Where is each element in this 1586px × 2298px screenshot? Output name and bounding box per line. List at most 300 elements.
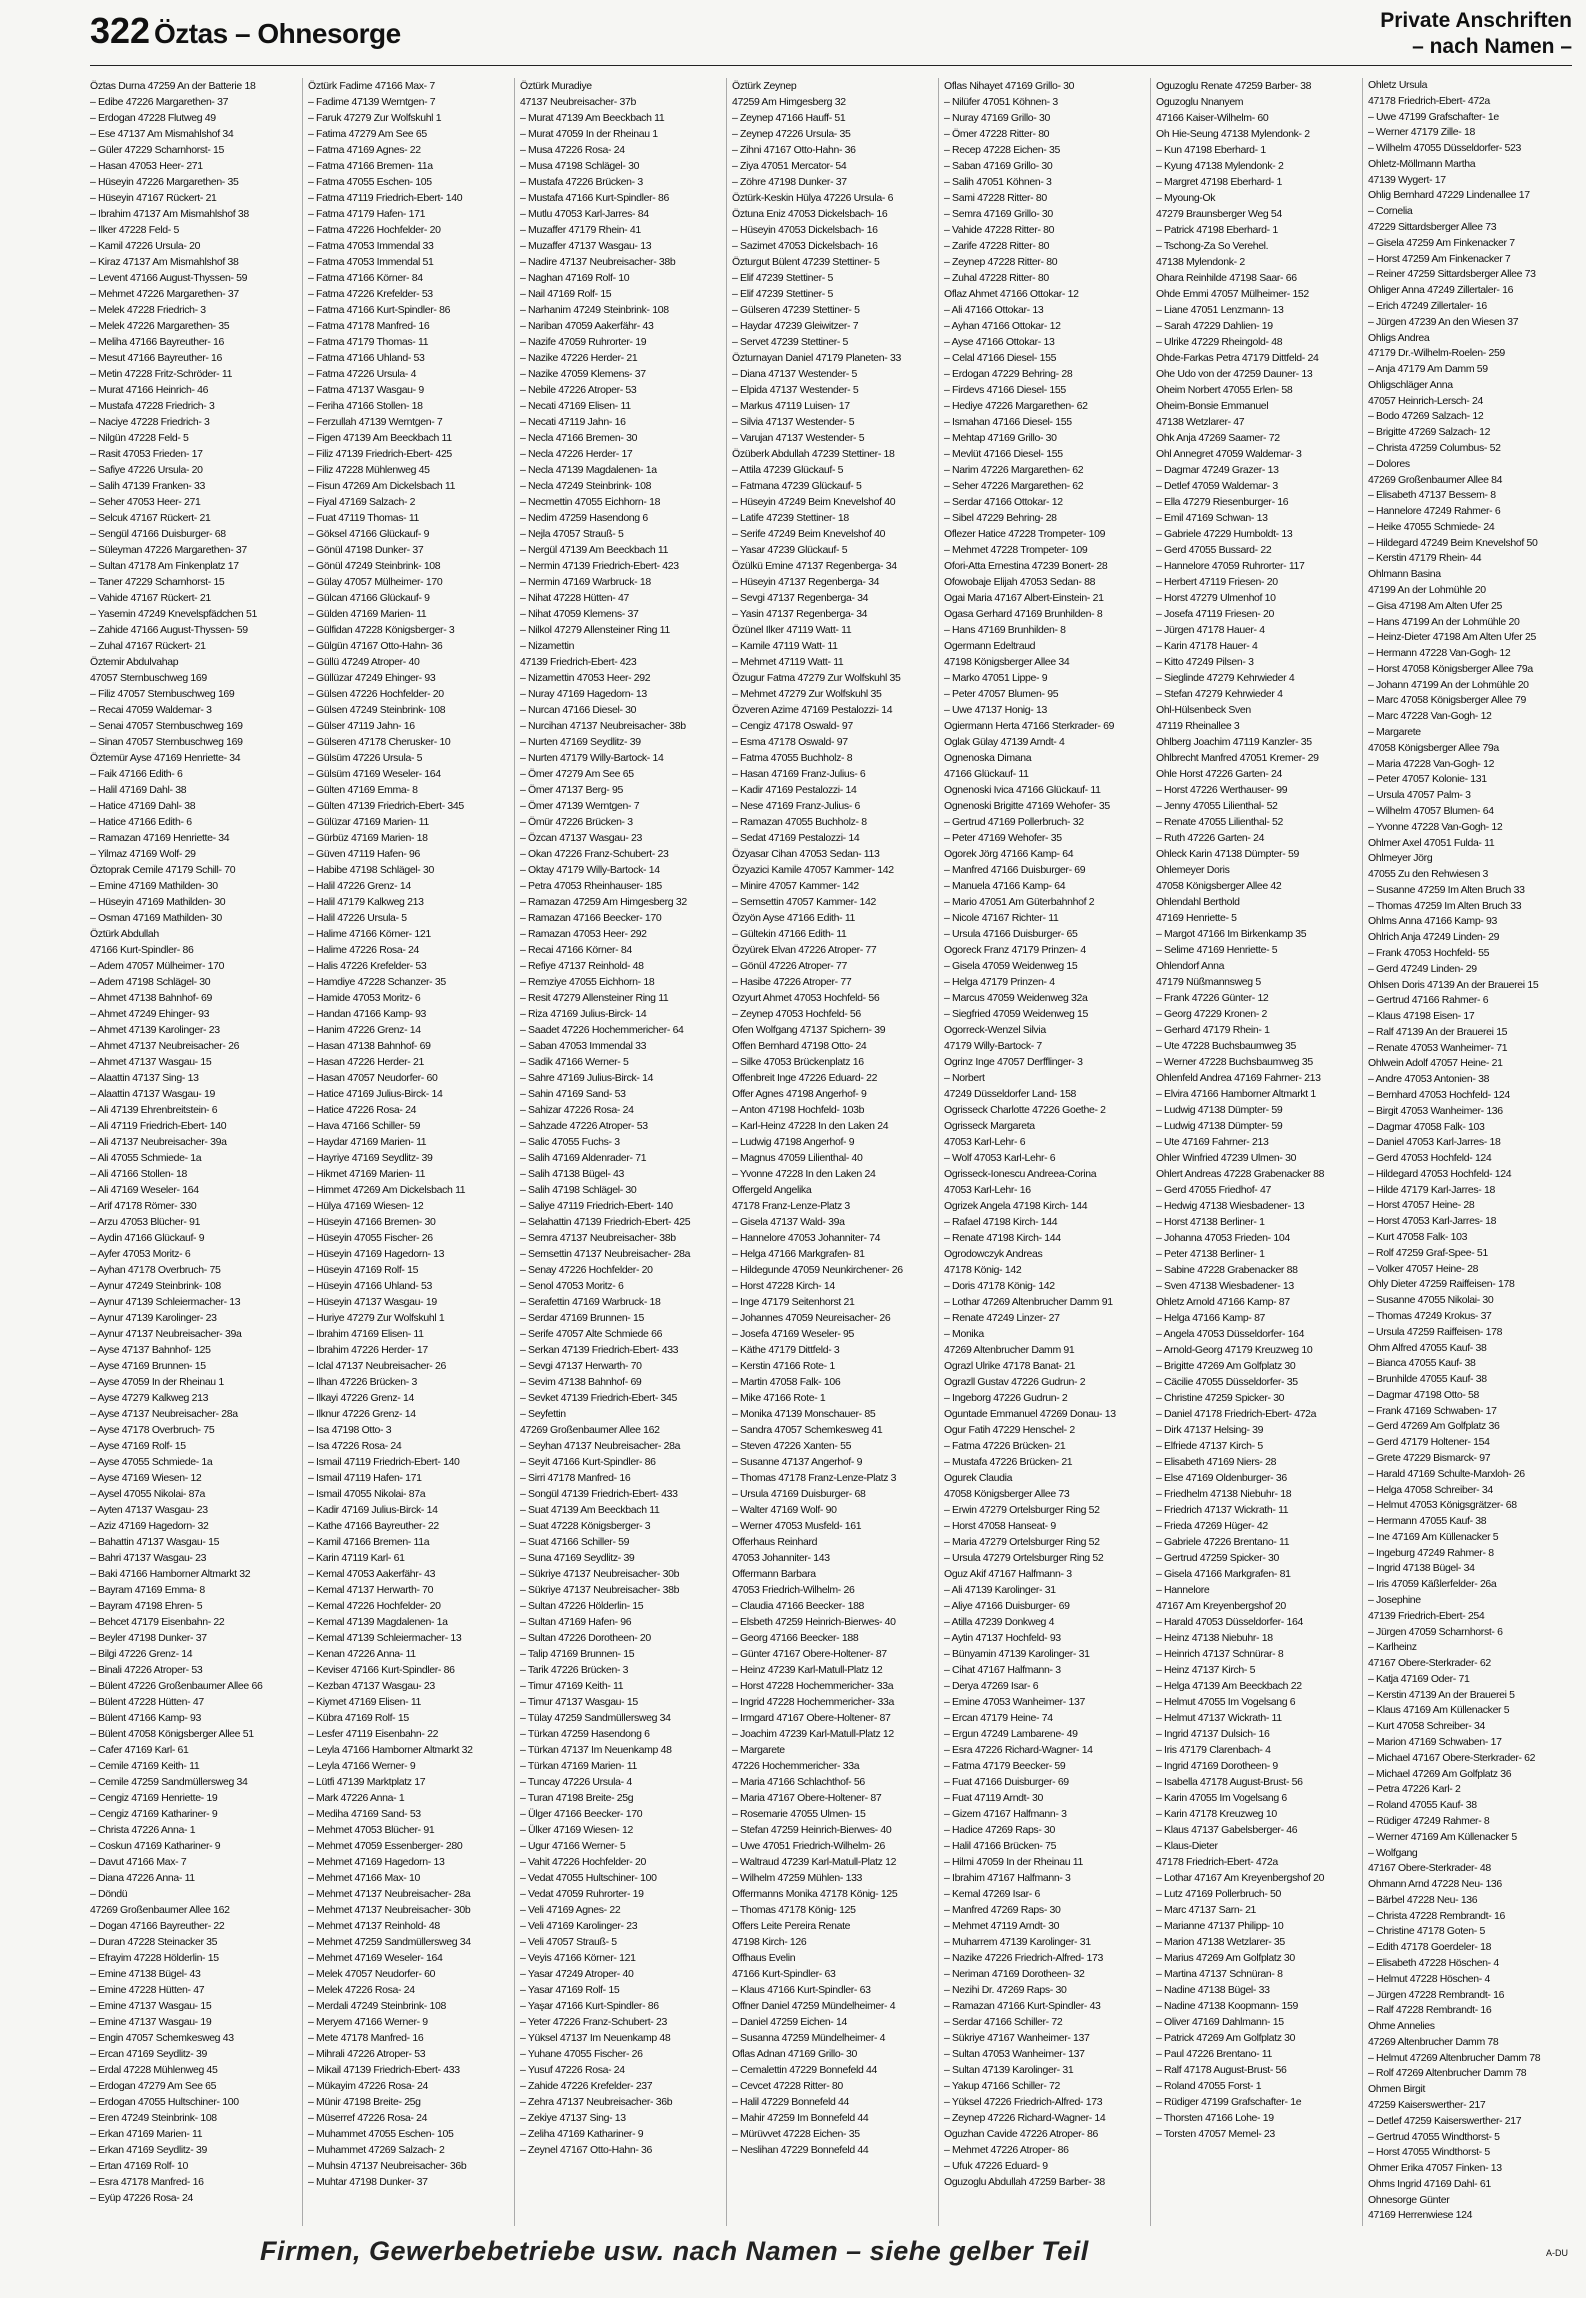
directory-entry: – Alaattin 47137 Sing- 13: [90, 1072, 199, 1084]
directory-entry: – Aydin 47166 Glückauf- 9: [90, 1232, 205, 1244]
directory-entry: Oguzoglu Nnanyem: [1156, 96, 1244, 108]
directory-entry: – Ramazan 47166 Kurt-Spindler- 43: [944, 2000, 1101, 2012]
directory-entry: – Elvira 47166 Hamborner Altmarkt 1: [1156, 1088, 1316, 1100]
directory-entry: – Yasin 47137 Regenberga- 34: [732, 608, 868, 620]
directory-entry: – Marianne 47137 Philipp- 10: [1156, 1920, 1284, 1932]
directory-entry: – Ömer 47139 Werntgen- 7: [520, 800, 640, 812]
directory-entry: – Elfriede 47137 Kirch- 5: [1156, 1440, 1263, 1452]
directory-entry: Oflas Adnan 47169 Grillo- 30: [732, 2048, 858, 2060]
directory-entry: – Baki 47166 Hamborner Altmarkt 32: [90, 1568, 251, 1580]
directory-entry: – Christa 47226 Anna- 1: [90, 1824, 196, 1836]
directory-entry: – Iris 47179 Clarenbach- 4: [1156, 1744, 1271, 1756]
directory-entry: 47055 Zu den Rehwiesen 3: [1368, 868, 1489, 881]
directory-entry: – Detlef 47059 Waldemar- 3: [1156, 480, 1278, 492]
directory-entry: – Ramazan 47053 Heer- 292: [520, 928, 647, 940]
directory-entry: – Osman 47169 Mathilden- 30: [90, 912, 222, 924]
directory-entry: – Nizamettin 47053 Heer- 292: [520, 672, 651, 684]
directory-entry: – Wilhelm 47055 Düsseldorfer- 523: [1368, 142, 1522, 155]
directory-entry: – Diana 47226 Anna- 11: [90, 1872, 195, 1884]
directory-entry: – Ralf 47139 An der Brauerei 15: [1368, 1025, 1508, 1038]
directory-entry: – Herbert 47119 Friesen- 20: [1156, 576, 1278, 588]
directory-entry: Ohleck Karin 47138 Dümpter- 59: [1156, 848, 1299, 860]
directory-entry: 47269 Altenbrucher Damm 91: [944, 1344, 1075, 1356]
directory-entry: – Lothar 47269 Altenbrucher Damm 91: [944, 1296, 1113, 1308]
directory-entry: – Dagmar 47198 Otto- 58: [1368, 1388, 1480, 1401]
directory-entry: – Zahide 47226 Krefelder- 237: [520, 2080, 653, 2092]
directory-entry: – Mehmet 47226 Atroper- 86: [944, 2144, 1069, 2156]
directory-entry: Ohler Winfried 47239 Ulmen- 30: [1156, 1152, 1297, 1164]
directory-entry: – Liane 47051 Lenzmann- 13: [1156, 304, 1284, 316]
directory-entry: Ohms Ingrid 47169 Dahl- 61: [1368, 2177, 1491, 2190]
directory-entry: – Ute 47169 Fahrner- 213: [1156, 1136, 1269, 1148]
directory-entry: – Arif 47178 Römer- 330: [90, 1200, 197, 1212]
directory-entry: – Ahmet 47249 Ehinger- 93: [90, 1008, 210, 1020]
directory-entry: – Jürgen 47239 An den Wiesen 37: [1368, 315, 1519, 328]
directory-entry: – Bärbel 47228 Neu- 136: [1368, 1893, 1478, 1906]
directory-entry: – Helga 47179 Prinzen- 4: [944, 976, 1055, 988]
directory-entry: – Torsten 47057 Memel- 23: [1156, 2128, 1275, 2140]
directory-entry: Özyazici Kamile 47057 Kammer- 142: [732, 864, 894, 876]
directory-entry: – Yeter 47226 Franz-Schubert- 23: [520, 2016, 667, 2028]
directory-entry: – Marius 47269 Am Golfplatz 30: [1156, 1952, 1295, 1964]
directory-entry: – Dagmar 47249 Grazer- 13: [1156, 464, 1279, 476]
directory-entry: – Cemile 47169 Keith- 11: [90, 1760, 200, 1772]
directory-entry: – Figen 47139 Am Beeckbach 11: [308, 432, 452, 444]
directory-entry: – Sven 47138 Wiesbadener- 13: [1156, 1280, 1294, 1292]
directory-entry: – Sirri 47178 Manfred- 16: [520, 1472, 631, 1484]
directory-entry: – Reiner 47259 Sittardsberger Allee 73: [1368, 268, 1536, 281]
directory-entry: – Rüdiger 47249 Rahmer- 8: [1368, 1814, 1490, 1827]
directory-entry: – Iris 47059 Käßlerfelder- 26a: [1368, 1578, 1497, 1591]
directory-entry: – Ralf 47178 August-Brust- 56: [1156, 2064, 1287, 2076]
directory-entry: – Mahir 47259 Im Bonnefeld 44: [732, 2112, 869, 2124]
directory-entry: – Gürbüz 47169 Marien- 18: [308, 832, 428, 844]
section-title-line-1: Private Anschriften: [1380, 9, 1572, 32]
directory-entry: – Türkan 47169 Marien- 11: [520, 1760, 637, 1772]
directory-entry: – Aynur 47249 Steinbrink- 108: [90, 1280, 221, 1292]
directory-entry: – Ibrahim 47167 Halfmann- 3: [944, 1872, 1071, 1884]
directory-entry: – Kemal 47053 Aakerfähr- 43: [308, 1568, 436, 1580]
directory-entry: – Michael 47167 Obere-Sterkrader- 62: [1368, 1751, 1536, 1764]
directory-entry: – Mehmet 47279 Zur Wolfskuhl 35: [732, 688, 882, 700]
directory-entry: – Hüseyin 47169 Hagedorn- 13: [308, 1248, 445, 1260]
directory-entry: – Georg 47166 Beecker- 188: [732, 1632, 859, 1644]
directory-entry: – Ali 47055 Schmiede- 1a: [90, 1152, 202, 1164]
directory-entry: – Seher 47053 Heer- 271: [90, 496, 201, 508]
directory-entry: – Katja 47169 Oder- 71: [1368, 1672, 1470, 1685]
directory-entry: – Hüseyin 47137 Wasgau- 19: [308, 1296, 437, 1308]
directory-entry: – Yüksel 47137 Im Neuenkamp 48: [520, 2032, 671, 2044]
directory-entry: – Ayse 47137 Bahnhof- 125: [90, 1344, 211, 1356]
directory-entry: – Döndü: [90, 1888, 128, 1900]
directory-entry: – Ayse 47055 Schmiede- 1a: [90, 1456, 213, 1468]
directory-entry: – Muzaffer 47179 Rhein- 41: [520, 224, 641, 236]
directory-entry: – Neslihan 47229 Bonnefeld 44: [732, 2144, 869, 2156]
directory-entry: – Christine 47259 Spicker- 30: [1156, 1392, 1285, 1404]
directory-entry: – Firdevs 47166 Diesel- 155: [944, 384, 1066, 396]
directory-entry: – Bahri 47137 Wasgau- 23: [90, 1552, 207, 1564]
directory-entry: – Bernhard 47053 Hochfeld- 124: [1368, 1089, 1510, 1101]
directory-entry: Özyürek Elvan 47226 Atroper- 77: [732, 944, 877, 956]
directory-entry: – Muhsin 47137 Neubreisacher- 36b: [308, 2160, 467, 2172]
directory-entry: – Gülsen 47249 Steinbrink- 108: [308, 704, 446, 716]
directory-entry: – Peter 47169 Wehofer- 35: [944, 832, 1062, 844]
directory-entry: – Zeynep 47166 Hauff- 51: [732, 112, 846, 124]
directory-entry: – Gülcan 47166 Glückauf- 9: [308, 592, 430, 604]
directory-entry: – Mediha 47169 Sand- 53: [308, 1808, 421, 1820]
directory-entry: – Erdogan 47279 Am See 65: [90, 2080, 217, 2092]
directory-entry: – Filiz 47057 Sternbuschweg 169: [90, 688, 235, 700]
directory-entry: – Hasibe 47226 Atroper- 77: [732, 976, 852, 988]
directory-entry: – Ruth 47226 Garten- 24: [1156, 832, 1265, 844]
directory-entry: – Mustafa 47166 Kurt-Spindler- 86: [520, 192, 669, 204]
directory-entry: – Mehmet 47137 Reinhold- 48: [308, 1920, 440, 1932]
directory-entry: Ohlemeyer Doris: [1156, 864, 1230, 876]
directory-entry: – Gertrud 47259 Spicker- 30: [1156, 1552, 1280, 1564]
directory-entry: 47269 Altenbrucher Damm 78: [1368, 2035, 1499, 2048]
directory-entry: – Horst 47057 Heine- 28: [1368, 1199, 1475, 1212]
directory-entry: – Derya 47269 Isar- 6: [944, 1680, 1039, 1692]
directory-entry: – Engin 47057 Schemkesweg 43: [90, 2032, 234, 2044]
directory-entry: – Georg 47229 Kronen- 2: [1156, 1008, 1268, 1020]
directory-column: [726, 78, 938, 2226]
directory-entry: Ofen Wolfgang 47137 Spichern- 39: [732, 1024, 886, 1036]
directory-entry: – Sevgi 47137 Herwarth- 70: [520, 1360, 642, 1372]
directory-entry: Özüberk Abdullah 47239 Stettiner- 18: [732, 448, 895, 460]
directory-entry: – Susanna 47259 Mündelheimer- 4: [732, 2032, 886, 2044]
directory-entry: Ohara Reinhilde 47198 Saar- 66: [1156, 272, 1297, 284]
directory-entry: – Mehmet 47169 Weseler- 164: [308, 1952, 443, 1964]
directory-entry: – Ahmet 47138 Bahnhof- 69: [90, 992, 213, 1004]
directory-entry: – Fatma 47179 Beecker- 59: [944, 1760, 1066, 1772]
directory-entry: Özünel Ilker 47119 Watt- 11: [732, 624, 852, 636]
directory-entry: – Karlheinz: [1368, 1641, 1417, 1654]
directory-entry: – Grete 47229 Bismarck- 97: [1368, 1451, 1491, 1464]
directory-entry: – Necmettin 47055 Eichhorn- 18: [520, 496, 661, 508]
directory-entry: Özülkü Emine 47137 Regenberga- 34: [732, 560, 897, 572]
directory-entry: – Serife 47249 Beim Knevelshof 40: [732, 528, 886, 540]
directory-entry: Ohle Horst 47226 Garten- 24: [1156, 768, 1282, 780]
directory-entry: Oheim-Bonsie Emmanuel: [1156, 400, 1269, 412]
directory-entry: – Emine 47169 Mathilden- 30: [90, 880, 218, 892]
directory-entry: Ohlsen Doris 47139 An der Brauerei 15: [1368, 978, 1539, 991]
directory-entry: Offermanns Monika 47178 König- 125: [732, 1888, 898, 1900]
directory-entry: – Kerstin 47179 Rhein- 44: [1368, 552, 1482, 565]
directory-entry: Ohme Annelies: [1368, 2020, 1435, 2033]
directory-entry: – Metin 47228 Fritz-Schröder- 11: [90, 368, 233, 380]
directory-entry: – Fatma 47166 Kurt-Spindler- 86: [308, 304, 451, 316]
directory-entry: – Horst 47058 Königsberger Allee 79a: [1368, 662, 1533, 675]
directory-entry: – Patrick 47269 Am Golfplatz 30: [1156, 2032, 1296, 2044]
directory-entry: – Zihni 47167 Otto-Hahn- 36: [732, 144, 856, 156]
directory-entry: – Halil 47226 Grenz- 14: [308, 880, 411, 892]
directory-entry: – Okan 47226 Franz-Schubert- 23: [520, 848, 669, 860]
directory-entry: – Efrayim 47228 Hölderlin- 15: [90, 1952, 219, 1964]
directory-entry: – Hülya 47169 Wiesen- 12: [308, 1200, 424, 1212]
directory-entry: Ogorek Jörg 47166 Kamp- 64: [944, 848, 1074, 860]
directory-entry: – Roland 47055 Kauf- 38: [1368, 1799, 1477, 1812]
directory-entry: – Helmut 47053 Königsgrätzer- 68: [1368, 1499, 1517, 1512]
directory-entry: Özugur Fatma 47279 Zur Wolfskuhl 35: [732, 672, 901, 684]
directory-entry: – Ismahan 47166 Diesel- 155: [944, 416, 1072, 428]
directory-entry: – Fisun 47269 Am Dickelsbach 11: [308, 480, 456, 492]
directory-entry: – Christine 47178 Goten- 5: [1368, 1925, 1485, 1938]
directory-entry: – Hüseyin 47055 Fischer- 26: [308, 1232, 433, 1244]
directory-entry: – Ahmet 47139 Karolinger- 23: [90, 1024, 220, 1036]
directory-entry: – Kyung 47138 Mylendonk- 2: [1156, 160, 1284, 172]
directory-entry: – Angela 47053 Düsseldorfer- 164: [1156, 1328, 1305, 1340]
directory-entry: – Timur 47169 Keith- 11: [520, 1680, 624, 1692]
directory-entry: Ohligschläger Anna: [1368, 378, 1453, 391]
directory-entry: – Salic 47055 Fuchs- 3: [520, 1136, 620, 1148]
directory-entry: – Veli 47169 Karolinger- 23: [520, 1920, 638, 1932]
directory-entry: Ohlms Anna 47166 Kamp- 93: [1368, 915, 1498, 928]
directory-entry: – Hildegunde 47059 Neunkirchener- 26: [732, 1264, 903, 1276]
directory-entry: Ohmann Arnd 47228 Neu- 136: [1368, 1878, 1502, 1891]
directory-entry: 47139 Friedrich-Ebert- 423: [520, 656, 637, 668]
directory-entry: – Hannelore 47249 Rahmer- 6: [1368, 505, 1501, 518]
directory-entry: – Türkan 47259 Hasendong 6: [520, 1728, 650, 1740]
directory-entry: – Gertrud 47055 Windthorst- 5: [1368, 2130, 1500, 2143]
directory-entry: Öztürk Zeynep: [732, 80, 797, 92]
directory-entry: – Ülger 47166 Beecker- 170: [520, 1808, 643, 1820]
directory-entry: 47179 Nüßmannsweg 5: [1156, 976, 1261, 988]
directory-entry: – Mustafa 47226 Brücken- 21: [944, 1456, 1073, 1468]
directory-entry: – Tuncay 47226 Ursula- 4: [520, 1776, 632, 1788]
directory-entry: – Frank 47226 Günter- 12: [1156, 992, 1269, 1004]
directory-entry: – Zöhre 47198 Dunker- 37: [732, 176, 847, 188]
directory-entry: – Mike 47166 Rote- 1: [732, 1392, 826, 1404]
directory-entry: Ohl-Hülsenbeck Sven: [1156, 704, 1251, 716]
directory-entry: – Nail 47169 Rolf- 15: [520, 288, 612, 300]
directory-entry: – Ramazan 47259 Am Himgesberg 32: [520, 896, 687, 908]
directory-entry: Oguzoglu Renate 47259 Barber- 38: [1156, 80, 1312, 92]
directory-entry: Ogrisseck-Ionescu Andreea-Corina: [944, 1168, 1097, 1180]
directory-entry: – Kemal 47269 Isar- 6: [944, 1888, 1040, 1900]
directory-entry: – Fatma 47166 Uhland- 53: [308, 352, 425, 364]
directory-entry: – Kurt 47058 Falk- 103: [1368, 1231, 1468, 1244]
directory-entry: – Necati 47169 Elisen- 11: [520, 400, 631, 412]
directory-entry: – Zeynep 47228 Ritter- 80: [944, 256, 1058, 268]
directory-entry: – Tschong-Za So Verehel.: [1156, 240, 1269, 252]
directory-entry: – Ludwig 47138 Dümpter- 59: [1156, 1104, 1283, 1116]
directory-entry: – Ingeborg 47226 Gudrun- 2: [944, 1392, 1068, 1404]
directory-entry: Ogrisseck Margareta: [944, 1120, 1035, 1132]
directory-entry: – Kiraz 47137 Am Mismahlshof 38: [90, 256, 239, 268]
directory-entry: – Eyüp 47226 Rosa- 24: [90, 2192, 193, 2204]
directory-entry: – Fiyal 47169 Salzach- 2: [308, 496, 416, 508]
directory-entry: – Werner 47228 Buchsbaumweg 35: [1156, 1056, 1313, 1068]
directory-entry: – Michael 47269 Am Golfplatz 36: [1368, 1767, 1512, 1780]
directory-entry: – Salih 47198 Schlägel- 30: [520, 1184, 637, 1196]
directory-entry: – Nilkol 47279 Allensteiner Ring 11: [520, 624, 670, 636]
directory-entry: – Ralf 47228 Rembrandt- 16: [1368, 2004, 1492, 2017]
directory-entry: – Joachim 47239 Karl-Matull-Platz 12: [732, 1728, 894, 1740]
directory-entry: – Margot 47166 Im Birkenkamp 35: [1156, 928, 1307, 940]
directory-entry: – Emine 47228 Hütten- 47: [90, 1984, 205, 1996]
directory-entry: – Sazimet 47053 Dickelsbach- 16: [732, 240, 878, 252]
directory-entry: – Peter 47138 Berliner- 1: [1156, 1248, 1265, 1260]
directory-entry: – Thorsten 47166 Lohe- 19: [1156, 2112, 1274, 2124]
directory-entry: – Ayse 47169 Wiesen- 12: [90, 1472, 202, 1484]
directory-entry: 47053 Karl-Lehr- 6: [944, 1136, 1026, 1148]
directory-entry: – Tülay 47259 Sandmüllersweg 34: [520, 1712, 671, 1724]
directory-entry: – Kemal 47139 Magdalenen- 1a: [308, 1616, 448, 1628]
directory-entry: – Sengül 47166 Duisburger- 68: [90, 528, 226, 540]
directory-entry: – Selime 47169 Henriette- 5: [1156, 944, 1278, 956]
directory-entry: – Marc 47058 Königsberger Allee 79: [1368, 694, 1526, 707]
directory-entry: – Hilde 47179 Karl-Jarres- 18: [1368, 1183, 1496, 1196]
directory-entry: – Mehtap 47169 Grillo- 30: [944, 432, 1057, 444]
directory-entry: – Werner 47053 Musfeld- 161: [732, 1520, 862, 1532]
directory-entry: – Jürgen 47059 Scharnhorst- 6: [1368, 1625, 1503, 1638]
directory-entry: – Yaşar 47166 Kurt-Spindler- 86: [520, 2000, 659, 2012]
directory-entry: – Gülüzar 47169 Marien- 11: [308, 816, 429, 828]
directory-entry: – Songül 47139 Friedrich-Ebert- 433: [520, 1488, 678, 1500]
directory-entry: – Kun 47198 Eberhard- 1: [1156, 144, 1266, 156]
directory-entry: – Behcet 47179 Eisenbahn- 22: [90, 1616, 225, 1628]
directory-entry: – Fatma 47137 Wasgau- 9: [308, 384, 424, 396]
directory-entry: Ofowobaje Elijah 47053 Sedan- 88: [944, 576, 1096, 588]
directory-entry: – Friedhelm 47138 Niebuhr- 18: [1156, 1488, 1292, 1500]
directory-entry: – Fadime 47139 Werntgen- 7: [308, 96, 436, 108]
directory-entry: – Renate 47055 Lilienthal- 52: [1156, 816, 1284, 828]
directory-entry: – Gönül 47249 Steinbrink- 108: [308, 560, 441, 572]
directory-entry: – Yasar 47169 Rolf- 15: [520, 1984, 620, 1996]
directory-entry: – Aysel 47055 Nikolai- 87a: [90, 1488, 206, 1500]
directory-entry: 47269 Großenbaumer Allee 162: [520, 1424, 660, 1436]
directory-entry: 47198 Kirch- 126: [732, 1936, 807, 1948]
directory-entry: – Ursula 47259 Raiffeisen- 178: [1368, 1325, 1503, 1338]
directory-entry: – Lütfi 47139 Marktplatz 17: [308, 1776, 426, 1788]
directory-entry: – Turan 47198 Breite- 25g: [520, 1792, 634, 1804]
directory-entry: – Erkan 47169 Seydlitz- 39: [90, 2144, 207, 2156]
directory-entry: – Saadet 47226 Hochemmericher- 64: [520, 1024, 684, 1036]
directory-entry: Ogrodowczyk Andreas: [944, 1248, 1043, 1260]
directory-entry: Ohlbrecht Manfred 47051 Kremer- 29: [1156, 752, 1319, 764]
directory-entry: – Güllüzar 47249 Ehinger- 93: [308, 672, 436, 684]
directory-entry: Ohlendahl Berthold: [1156, 896, 1240, 908]
directory-entry: 47259 Am Himgesberg 32: [732, 96, 846, 108]
directory-entry: – Fatma 47053 Immendal 33: [308, 240, 434, 252]
directory-entry: – Yvonne 47228 In den Laken 24: [732, 1168, 876, 1180]
directory-entry: – Cengiz 47169 Henriette- 19: [90, 1792, 218, 1804]
directory-entry: – Mehmet 47166 Max- 10: [308, 1872, 420, 1884]
directory-entry: – Muharrem 47139 Karolinger- 31: [944, 1936, 1091, 1948]
directory-entry: – Sultan 47139 Karolinger- 31: [944, 2064, 1074, 2076]
directory-entry: – Horst 47058 Hanseat- 9: [944, 1520, 1056, 1532]
directory-entry: – Mikail 47139 Friedrich-Ebert- 433: [308, 2064, 460, 2076]
directory-entry: – Güven 47119 Hafen- 96: [308, 848, 421, 860]
directory-entry: – Erwin 47279 Ortelsburger Ring 52: [944, 1504, 1100, 1516]
directory-entry: – Nazife 47059 Ruhrorter- 19: [520, 336, 647, 348]
directory-entry: – Varujan 47137 Westender- 5: [732, 432, 865, 444]
directory-entry: – Hüseyin 47137 Regenberga- 34: [732, 576, 880, 588]
directory-entry: – Veyis 47166 Körner- 121: [520, 1952, 636, 1964]
directory-entry: – Thomas 47249 Krokus- 37: [1368, 1309, 1492, 1322]
directory-entry: – Cevcet 47228 Ritter- 80: [732, 2080, 843, 2092]
directory-entry: – Thomas 47259 Im Alten Bruch 33: [1368, 899, 1522, 912]
directory-entry: – Serkan 47139 Friedrich-Ebert- 433: [520, 1344, 679, 1356]
directory-entry: – Recai 47059 Waldemar- 3: [90, 704, 212, 716]
directory-entry: – Neriman 47169 Dorotheen- 32: [944, 1968, 1085, 1980]
directory-entry: – Harald 47169 Schulte-Marxloh- 26: [1368, 1467, 1525, 1480]
directory-entry: – Necla 47249 Steinbrink- 108: [520, 480, 652, 492]
directory-entry: – Ali 47169 Weseler- 164: [90, 1184, 199, 1196]
directory-entry: – Emine 47137 Wasgau- 15: [90, 2000, 212, 2012]
directory-entry: – Cengiz 47178 Oswald- 97: [732, 720, 853, 732]
directory-entry: – Ferzullah 47139 Werntgen- 7: [308, 416, 443, 428]
directory-entry: – Kathe 47166 Bayreuther- 22: [308, 1520, 439, 1532]
directory-entry: Ohm Alfred 47055 Kauf- 38: [1368, 1341, 1487, 1354]
directory-entry: – Serafettin 47169 Warbruck- 18: [520, 1296, 661, 1308]
directory-entry: – Kurt 47058 Schreiber- 34: [1368, 1720, 1485, 1733]
directory-entry: – Salih 47139 Franken- 33: [90, 480, 205, 492]
directory-entry: – Marc 47228 Van-Gogh- 12: [1368, 710, 1492, 723]
directory-entry: – Remziye 47055 Eichhorn- 18: [520, 976, 655, 988]
directory-entry: 47269 Großenbaumer Allee 162: [90, 1904, 230, 1916]
directory-entry: – Salih 47169 Aldenrader- 71: [520, 1152, 647, 1164]
directory-entry: – Tarik 47226 Brücken- 3: [520, 1664, 629, 1676]
directory-entry: – Doris 47178 König- 142: [944, 1280, 1055, 1292]
directory-entry: – Arzu 47053 Blücher- 91: [90, 1216, 201, 1228]
directory-entry: Öztürk-Keskin Hülya 47226 Ursula- 6: [732, 192, 894, 204]
directory-entry: – Himmet 47269 Am Dickelsbach 11: [308, 1184, 466, 1196]
directory-entry: – Yasar 47239 Glückauf- 5: [732, 544, 848, 556]
directory-entry: – Daniel 47178 Friedrich-Ebert- 472a: [1156, 1408, 1317, 1420]
directory-entry: Offerhaus Reinhard: [732, 1536, 818, 1548]
directory-entry: Oglak Gülay 47139 Arndt- 4: [944, 736, 1065, 748]
directory-entry: Oguzhan Cavide 47226 Atroper- 86: [944, 2128, 1098, 2140]
directory-entry: – Susanne 47055 Nikolai- 30: [1368, 1294, 1494, 1307]
directory-entry: – Halil 47229 Bonnefeld 44: [732, 2096, 849, 2108]
directory-entry: – Norbert: [944, 1072, 985, 1084]
directory-entry: – Nese 47169 Franz-Julius- 6: [732, 800, 860, 812]
directory-entry: – Yasar 47249 Atroper- 40: [520, 1968, 634, 1980]
directory-entry: – Bülent 47226 Großenbaumer Allee 66: [90, 1680, 263, 1692]
directory-entry: – Fuat 47119 Arndt- 30: [944, 1792, 1043, 1804]
directory-entry: – Klaus 47169 Am Küllenacker 5: [1368, 1704, 1510, 1717]
directory-entry: – Marc 47137 Sarn- 21: [1156, 1904, 1257, 1916]
directory-entry: – Mükayim 47226 Rosa- 24: [308, 2080, 428, 2092]
directory-entry: – Gabriele 47226 Brentano- 11: [1156, 1536, 1290, 1548]
directory-entry: Offers Leite Pereira Renate: [732, 1920, 851, 1932]
directory-entry: – Hüseyin 47249 Beim Knevelshof 40: [732, 496, 896, 508]
directory-entry: – Ayhan 47178 Overbruch- 75: [90, 1264, 221, 1276]
directory-entry: – Stefan 47279 Kehrwieder 4: [1156, 688, 1283, 700]
directory-entry: Oguz Akif 47167 Halfmann- 3: [944, 1568, 1072, 1580]
directory-entry: – Vedat 47055 Hultschiner- 100: [520, 1872, 657, 1884]
directory-entry: – Seyhan 47137 Neubreisacher- 28a: [520, 1440, 681, 1452]
footer-note: Firmen, Gewerbebetriebe usw. nach Namen – siehe gelber Teil: [260, 2236, 1089, 2266]
directory-entry: – Ercan 47179 Heine- 74: [944, 1712, 1053, 1724]
directory-entry: – Hilmi 47059 In der Rheinau 11: [944, 1856, 1083, 1868]
directory-entry: – Cengiz 47169 Kathariner- 9: [90, 1808, 218, 1820]
directory-entry: 47229 Sittardsberger Allee 73: [1368, 221, 1497, 234]
directory-entry: – Rasit 47053 Frieden- 17: [90, 448, 203, 460]
directory-entry: – Dogan 47166 Bayreuther- 22: [90, 1920, 225, 1932]
directory-entry: – Gültekin 47166 Edith- 11: [732, 928, 847, 940]
directory-entry: – Josephine: [1368, 1594, 1421, 1606]
directory-entry: – Rüdiger 47199 Grafschafter- 1e: [1156, 2096, 1302, 2108]
directory-entry: – Esra 47178 Manfred- 16: [90, 2176, 204, 2188]
directory-entry: Ohlendorf Anna: [1156, 960, 1225, 972]
directory-entry: – Nazike 47226 Friedrich-Alfred- 173: [944, 1952, 1103, 1964]
header-rule: [90, 65, 1572, 66]
directory-entry: – Gisela 47259 Am Finkenacker 7: [1368, 236, 1515, 249]
directory-entry: – Werner 47169 Am Küllenacker 5: [1368, 1830, 1517, 1843]
directory-entry: – Gizem 47167 Halfmann- 3: [944, 1808, 1067, 1820]
